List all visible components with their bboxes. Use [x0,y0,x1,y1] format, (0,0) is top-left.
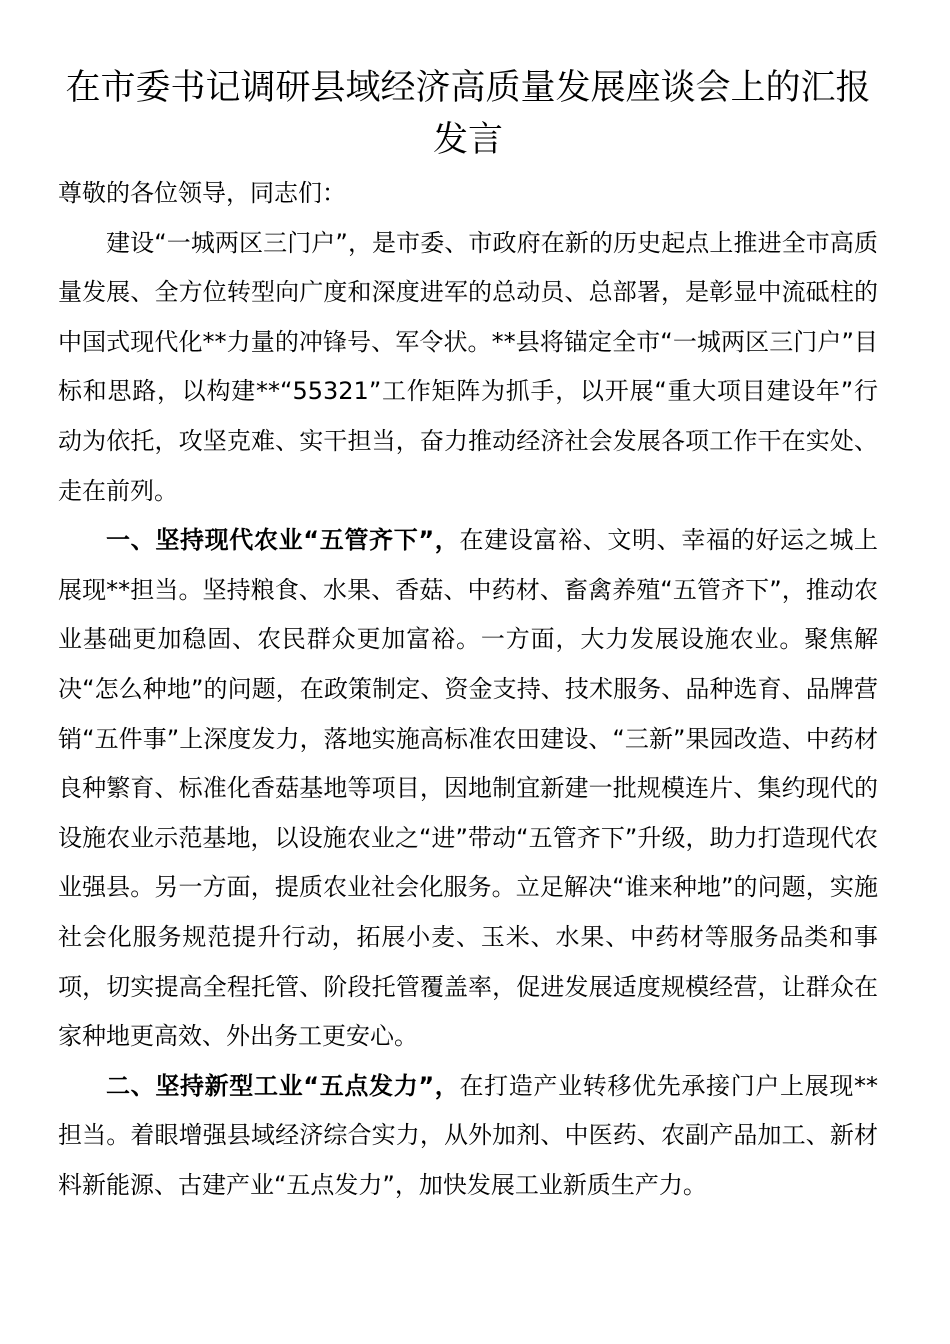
document-page [58,62,878,1210]
paragraph-industry-heading: 二、坚持新型工业“五点发力”， [106,1071,460,1100]
salutation: 尊敬的各位领导，同志们： [58,179,346,207]
paragraph-agriculture-text: 在建设富裕、文明、幸福的好运之城上展现**担当。坚持粮食、水果、香菇、中药材、畜禽养殖“五管齐下”，推动农业基础更加稳固、农民群众更加富裕。一方面，大力发展设施农业。聚焦解决“怎么种地”的问题，在政策制定、资金支持、技术服务、品种选育、品牌营销“五件事”上深度发力，落地实施高标准农田建设、“三新”果园改造、中药材良种繁育、标准化香菇基地等项目，因地制宜新建一批规模连片、集约现代的设施农业示范基地，以设施农业之“进”带动“五管齐下”升级，助力打造现代农业强县。另一方面，提质农业社会化服务。立足解决“谁来种地”的问题，实施社会化服务规范提升行动，拓展小麦、玉米、水果、中药材等服务品类和事项，切实提高全程托管、阶段托管覆盖率，促进发展适度规模经营，让群众在家种地更高效、外出务工更安心。 [58,526,879,1051]
paragraph-industry [58,1062,878,1211]
paragraph-agriculture-heading: 一、坚持现代农业“五管齐下”， [106,526,460,555]
paragraph-intro [58,219,878,517]
document-title: 在市委书记调研县域经济高质量发展座谈会上的汇报发言 [65,68,871,160]
paragraph-intro-text: 建设“一城两区三门户”，是市委、市政府在新的历史起点上推进全市高质量发展、全方位转型向广度和深度进军的总动员、总部署，是彰显中流砥柱的中国式现代化**力量的冲锋号、军令状。**县将锚定全市“一城两区三门户”目标和思路，以构建**“55321”工作矩阵为抓手，以开展“重大项目建设年”行动为依托，攻坚克难、实干担当，奋力推动经济社会发展各项工作干在实处、走在前列。 [58,228,878,505]
paragraph-agriculture [58,516,878,1062]
paragraph-industry-text: 在打造产业转移优先承接门户上展现**担当。着眼增强县域经济综合实力，从外加剂、中医药、农副产品加工、新材料新能源、古建产业“五点发力”，加快发展工业新质生产力。 [58,1071,879,1199]
